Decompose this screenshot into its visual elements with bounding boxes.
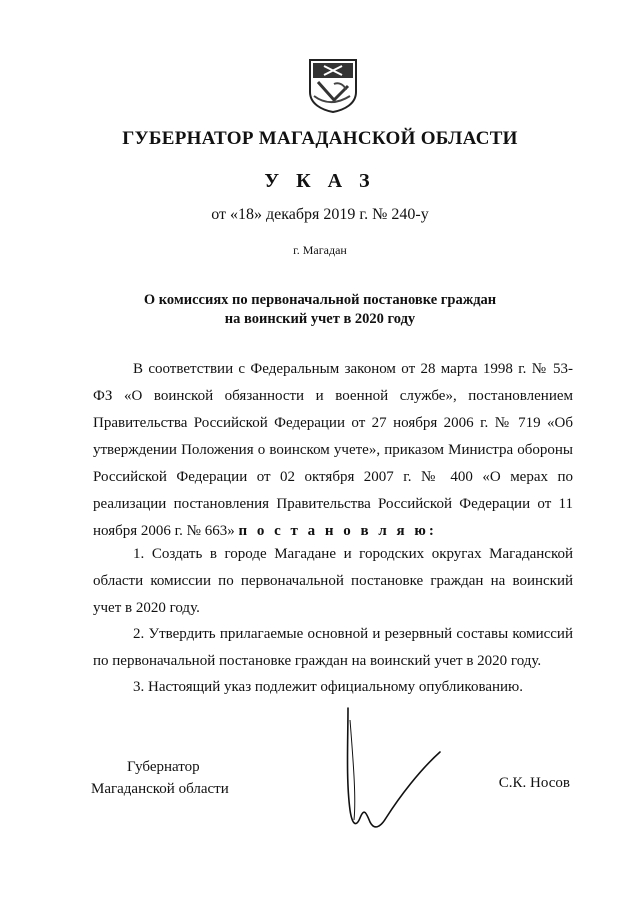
position-line-2: Магаданской области bbox=[91, 781, 229, 797]
position-line-1: Губернатор bbox=[127, 759, 200, 775]
subject-line-1: О комиссиях по первоначальной постановке граждан bbox=[143, 292, 497, 308]
item-2-paragraph bbox=[93, 621, 573, 675]
item-3-paragraph bbox=[93, 674, 573, 701]
coat-of-arms-icon bbox=[304, 56, 362, 114]
preamble-text: В соответствии с Федеральным законом от 28 марта 1998 г. № 53-ФЗ «О воинской обязанности и военной службе», постановлением Правительства Российской Федерации от 27 ноября 2006 г. № 719 «Об утверждении Положения о воинском учете», приказом Министра обороны Российской Федерации от 02 октября 2007 г. № 400 «О мерах по реализации постановления Правительства Российской Федерации от 11 ноября 2006 г. № 663» bbox=[93, 361, 573, 539]
handwritten-signature bbox=[330, 700, 460, 840]
item-1-text: 1. Создать в городе Магадане и городских округах Магаданской области комиссии по первоначальной постановке граждан на воинский учет в 2020 году. bbox=[93, 546, 573, 616]
preamble-paragraph bbox=[93, 356, 573, 545]
signatory-position bbox=[91, 756, 229, 800]
document-type: У К А З bbox=[264, 170, 376, 192]
document-subject bbox=[0, 291, 640, 329]
subject-line-2: на воинский учет в 2020 году bbox=[224, 311, 416, 327]
city-line: г. Магадан bbox=[293, 243, 347, 257]
decree-word: п о с т а н о в л я ю: bbox=[238, 523, 437, 539]
item-3-text: 3. Настоящий указ подлежит официальному опубликованию. bbox=[133, 679, 524, 695]
authority-title: ГУБЕРНАТОР МАГАДАНСКОЙ ОБЛАСТИ bbox=[122, 128, 518, 149]
signatory-name: С.К. Носов bbox=[498, 775, 570, 791]
item-2-text: 2. Утвердить прилагаемые основной и резервный составы комиссий по первоначальной постановке граждан на воинский учет в 2020 году. bbox=[93, 626, 573, 669]
date-number-line: от «18» декабря 2019 г. № 240-у bbox=[211, 206, 429, 223]
item-1-paragraph bbox=[93, 541, 573, 622]
